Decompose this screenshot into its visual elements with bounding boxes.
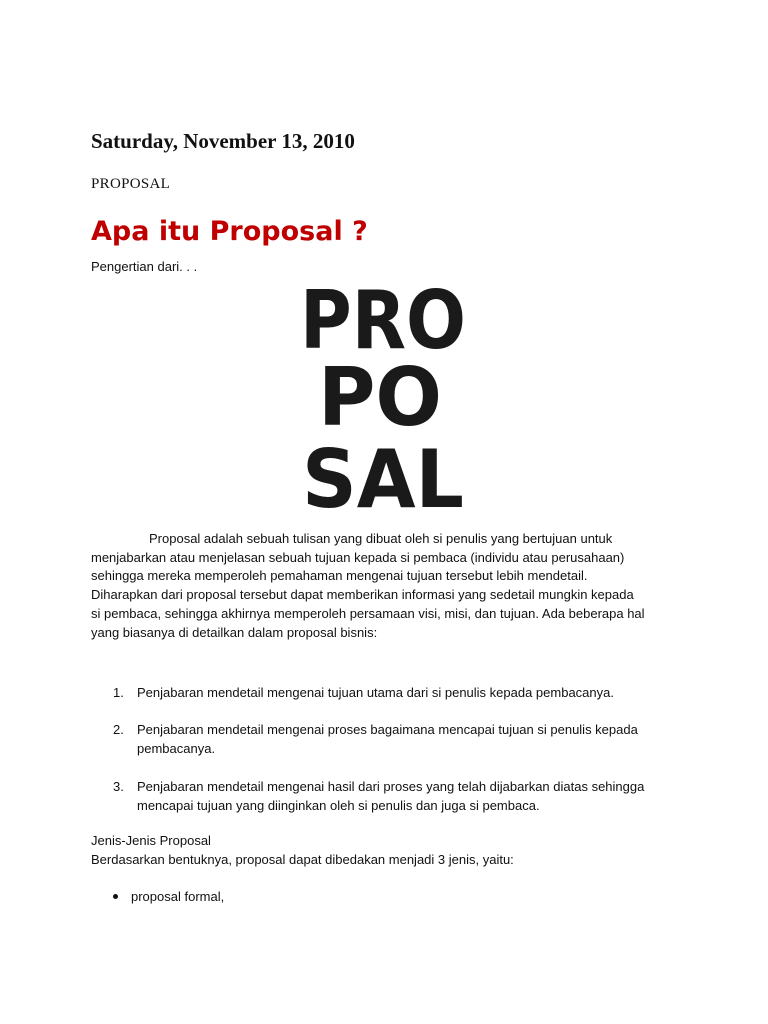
list-item-text: Penjabaran mendetail mengenai tujuan utama dari si penulis kepada pembacanya.	[137, 685, 614, 700]
list-item-text: Penjabaran mendetail mengenai proses bagaimana mencapai tujuan si penulis kepada	[137, 722, 638, 737]
bullet-dot-icon	[113, 894, 118, 899]
logo-line-1: PRO	[300, 274, 466, 367]
section-intro: Berdasarkan bentuknya, proposal dapat dibedakan menjadi 3 jenis, yaitu:	[91, 852, 514, 867]
logo-line-2: PO	[318, 351, 442, 444]
paragraph-line: menjabarkan atau menjelasan sebuah tujuan kepada si pembaca (individu atau perusahaan)	[91, 549, 625, 565]
post-headline: Apa itu Proposal ?	[91, 216, 368, 247]
list-item-text: Penjabaran mendetail mengenai hasil dari proses yang telah dijabarkan diatas sehingga	[137, 779, 645, 794]
subheading: Pengertian dari. . .	[91, 259, 198, 274]
list-item-number: 1.	[113, 685, 124, 700]
post-label: PROPOSAL	[91, 176, 171, 192]
logo-line-3: SAL	[302, 433, 464, 526]
list-item-number: 3.	[113, 779, 124, 794]
paragraph-line: yang biasanya di detailkan dalam proposal bisnis:	[91, 624, 378, 640]
paragraph-line: Proposal adalah sebuah tulisan yang dibuat oleh si penulis yang bertujuan untuk	[149, 531, 613, 546]
paragraph-line: sehingga mereka memperoleh pemahaman mengenai tujuan tersebut lebih mendetail.	[91, 568, 588, 584]
bullet-text: proposal formal,	[131, 889, 225, 904]
list-item-text: pembacanya.	[137, 741, 216, 756]
paragraph-line: Diharapkan dari proposal tersebut dapat memberikan informasi yang sedetail mungkin kepada	[91, 587, 634, 603]
list-item-text: mencapai tujuan yang diinginkan oleh si penulis dan juga si pembaca.	[137, 798, 540, 813]
post-date: Saturday, November 13, 2010	[91, 129, 355, 153]
bullet-item	[113, 889, 224, 904]
intro-paragraph	[91, 530, 691, 642]
list-item-number: 2.	[113, 722, 124, 737]
proposal-logo-image	[298, 274, 468, 526]
paragraph-line: si pembaca, sehingga akhirnya memperoleh persamaan visi, misi, dan tujuan. Ada beberapa hal	[91, 605, 645, 621]
section-title: Jenis-Jenis Proposal	[91, 833, 211, 848]
